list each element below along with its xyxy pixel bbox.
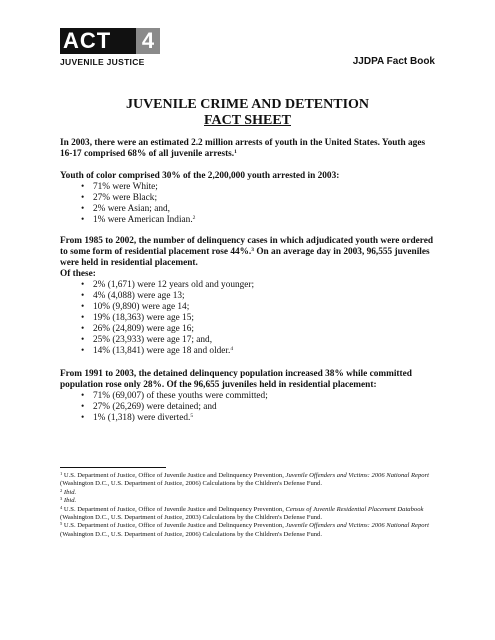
fact-book-label: JJDPA Fact Book	[352, 56, 435, 67]
footnote-text-end: (Washington D.C., U.S. Department of Justice, 2006) Calculations by the Children's Defense Fund.	[60, 530, 322, 538]
logo-act-text: ACT	[60, 28, 136, 54]
logo-subtitle: JUVENILE JUSTICE	[60, 57, 145, 67]
arrest-statistic-text: In 2003, there were an estimated 2.2 million arrests of youth in the United States. Youth ages 16-17 comprised 68% of all juvenile arrests.	[60, 138, 426, 159]
logo-number: 4	[136, 28, 160, 54]
list-item: • 10% (9,890) were age 14;	[60, 302, 438, 313]
detained-population-section	[60, 369, 438, 424]
footnotes	[60, 472, 438, 539]
list-item-text: 1% were American Indian.	[93, 215, 193, 225]
section-lead: Youth of color comprised 30% of the 2,200,000 youth arrested in 2003:	[60, 171, 340, 181]
list-item: • 27% (26,269) were detained; and	[60, 402, 438, 413]
document-body	[60, 138, 438, 424]
section-lead: From 1991 to 2003, the detained delinquency population increased 38% while committed population rose only 28%. Of the 96,655 juveniles held in residential placement:	[60, 369, 412, 390]
footnote-text: U.S. Department of Justice, Office of Juvenile Justice and Delinquency Prevention,	[62, 522, 286, 530]
footnote-source-title: Juvenile Offenders and Victims: 2006 National Report	[285, 472, 429, 479]
list-item-text: 1% (1,318) were diverted.	[93, 413, 191, 423]
bullet-list	[60, 280, 438, 357]
footnote-number: 1	[60, 471, 63, 476]
footnote-source-title: Juvenile Offenders and Victims: 2006 National Report	[285, 522, 429, 530]
residential-placement-section	[60, 236, 438, 357]
list-item: • 2% were Asian; and,	[60, 204, 438, 215]
bullet-list	[60, 391, 438, 424]
document-subtitle: FACT SHEET	[203, 113, 291, 128]
section-lead-text-2: On an average day in 2003, 96,555 juveniles were held in residential placement.	[60, 247, 430, 268]
footnote-ref: 2	[192, 215, 196, 221]
act4-logo	[60, 28, 168, 68]
footnote-source-title: Ibid.	[63, 497, 77, 505]
section-lead-text: From 1985 to 2002, the number of delinquency cases in which adjudicated youth were ordered to some form of residential placement rose 44%.	[60, 236, 433, 257]
footnote	[60, 497, 438, 505]
document-title: JUVENILE CRIME AND DETENTION	[125, 97, 370, 112]
footnote-number: 5	[60, 521, 63, 527]
footnote-number: 3	[60, 496, 63, 502]
list-item: • 2% (1,671) were 12 years old and younger;	[60, 280, 438, 291]
list-item: • 25% (23,933) were age 17; and,	[60, 335, 438, 346]
footnote	[60, 489, 438, 497]
footnote-ref: 1	[234, 149, 237, 155]
bullet-list	[60, 182, 438, 226]
youth-of-color-section	[60, 171, 438, 226]
section-lead	[60, 236, 438, 269]
list-item-text: 14% (13,841) were age 18 and older.	[93, 346, 231, 356]
footnote-ref: 5	[190, 413, 194, 419]
footnote	[60, 472, 438, 489]
list-item: • 19% (18,363) were age 15;	[60, 313, 438, 324]
arrest-statistic-paragraph	[60, 138, 438, 160]
footnote-ref: 3	[251, 247, 254, 253]
list-item	[60, 346, 438, 357]
footnote-source-title: Census of Juvenile Residential Placement Databook	[285, 505, 424, 513]
footnote-ref: 4	[230, 346, 234, 352]
footnote	[60, 506, 438, 523]
footnote-text: U.S. Department of Justice, Office of Juvenile Justice and Delinquency Prevention,	[62, 472, 286, 479]
list-item: • 27% were Black;	[60, 193, 438, 204]
list-item: • 26% (24,809) were age 16;	[60, 324, 438, 335]
list-item: • 71% were White;	[60, 182, 438, 193]
list-item	[60, 413, 438, 424]
footnote-source-title: Ibid.	[63, 488, 77, 496]
list-item: • 71% (69,007) of these youths were committed;	[60, 391, 438, 402]
footnote-text-end: (Washington D.C., U.S. Department of Justice, 2006) Calculations by the Children's Defense Fund.	[60, 480, 322, 488]
footnote-divider	[60, 467, 166, 468]
list-item: • 4% (4,088) were age 13;	[60, 291, 438, 302]
section-lead-of-these: Of these:	[60, 269, 96, 279]
footnote-number: 4	[60, 504, 63, 510]
footnote-text-end: (Washington D.C., U.S. Department of Justice, 2003) Calculations by the Children's Defense Fund.	[60, 514, 322, 522]
footnote-text: U.S. Department of Justice, Office of Juvenile Justice and Delinquency Prevention,	[62, 505, 286, 513]
footnote	[60, 522, 438, 539]
list-item	[60, 215, 438, 226]
logo-block	[60, 28, 168, 54]
footnote-number: 2	[60, 487, 63, 493]
